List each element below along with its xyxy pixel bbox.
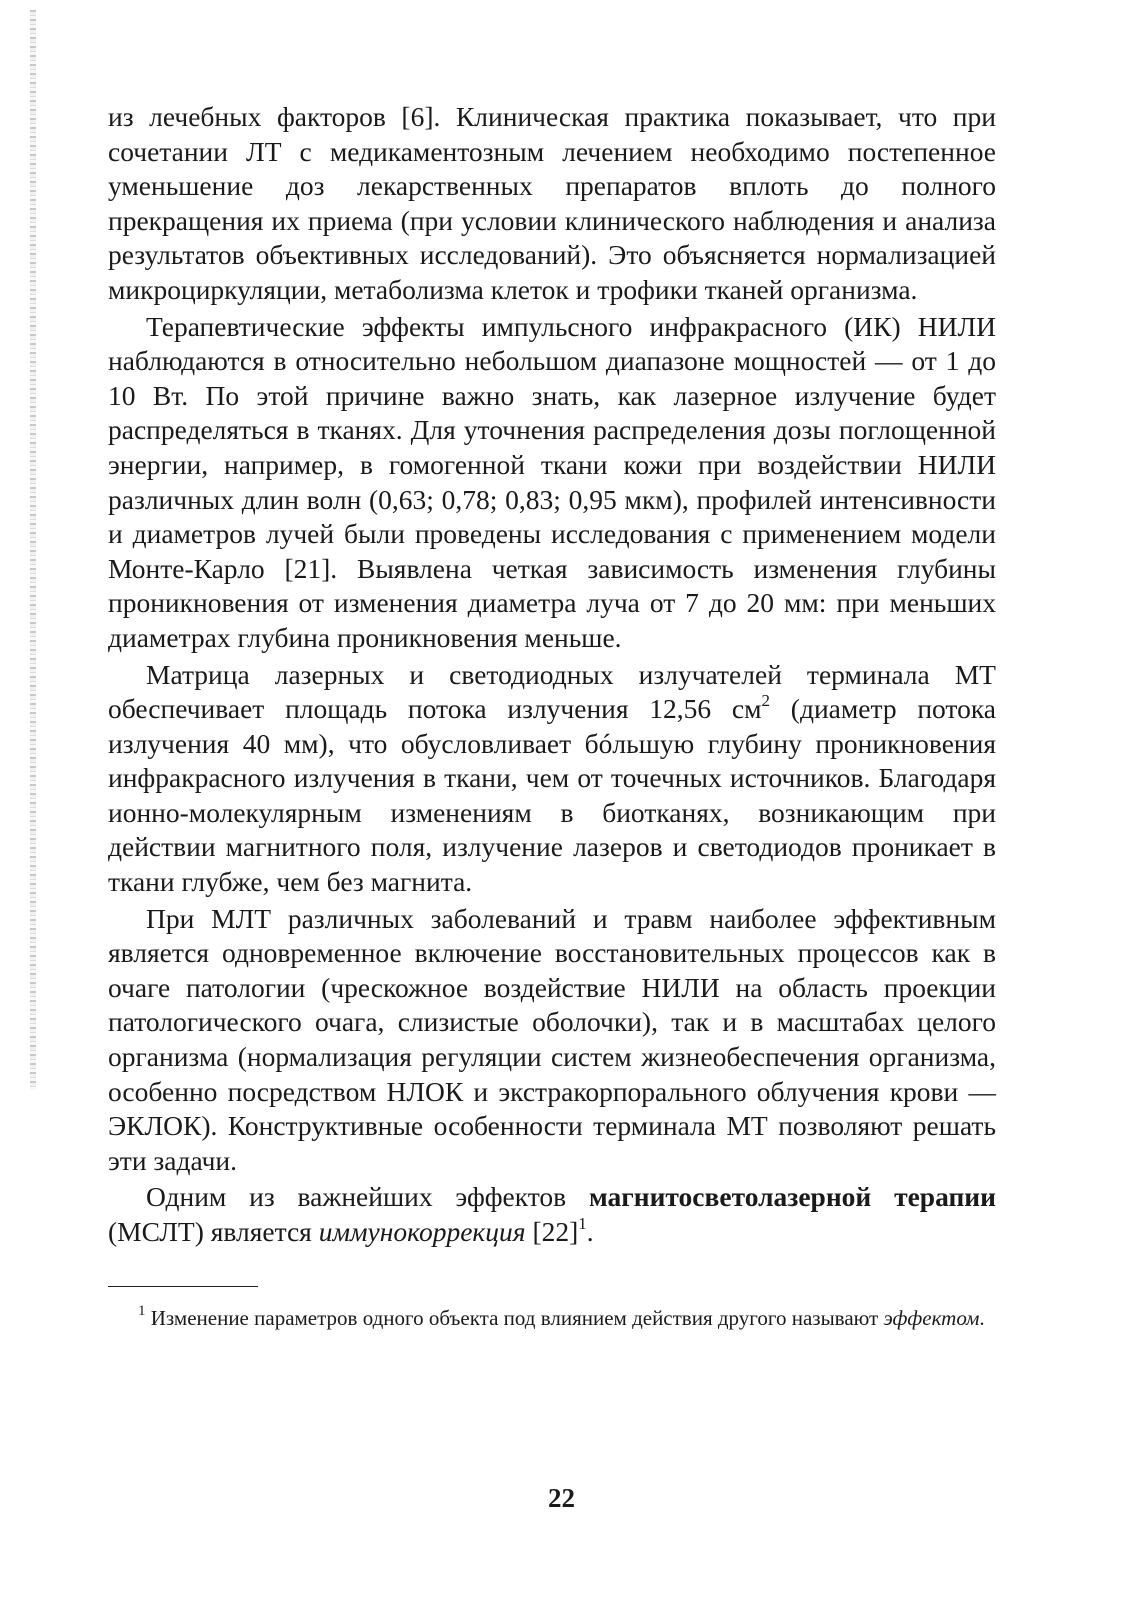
paragraph-5-text-mid: (МСЛТ) является <box>108 1216 319 1247</box>
footnote-italic-term: эффектом <box>883 1305 980 1330</box>
footnote-number: 1 <box>138 1302 146 1319</box>
superscript-squared: 2 <box>761 690 771 710</box>
footnote <box>108 1303 996 1334</box>
paragraph-5-text-end: . <box>586 1216 594 1247</box>
paragraph-3-text-end: (диаметр потока излучения 40 мм), что обусловливает бóльшую глубину проникновения инфракрасного излучения в ткани, чем от точечных источников. Благодаря ионно-молекулярным изменениям в биотканях, возникающим при действии магнитного поля, излучение лазеров и светодиодов проникает в ткани глубже, чем без магнита. <box>108 693 996 898</box>
paragraph-3 <box>108 658 996 900</box>
paragraph-4: При МЛТ различных заболеваний и травм наиболее эффективным является одновременное включение восстановительных процессов как в очаге патологии (чрескожное воздействие НИЛИ на область проекции патологического очага, слизистые оболочки), так и в масштабах целого организма (нормализация регуляции систем жизнеобеспечения организма, особенно посредством НЛОК и экстракорпорального облучения крови — ЭКЛОК). Конструктивные особенности терминала МТ позволяют решать эти задачи. <box>108 902 996 1176</box>
paragraph-2: Терапевтические эффекты импульсного инфракрасного (ИК) НИЛИ наблюдаются в относительно небольшом диапазоне мощностей — от 1 до 10 Вт. По этой причине важно знать, как лазерное излучение будет распределяться в тканях. Для уточнения распределения дозы поглощенной энергии, например, в гомогенной ткани кожи при воздействии НИЛИ различных длин волн (0,63; 0,78; 0,83; 0,95 мкм), профилей интенсивности и диаметров лучей были проведены исследования с применением модели Монте-Карло [21]. Выявлена четкая зависимость изменения глубины проникновения от изменения диаметра луча от 7 до 20 мм: при меньших диаметрах глубина проникновения меньше. <box>108 310 996 653</box>
page-body <box>108 100 996 1334</box>
footnote-marker: 1 <box>578 1213 587 1233</box>
footnote-separator <box>108 1286 258 1287</box>
reference-22: [22] <box>525 1216 579 1247</box>
paragraph-5-text-start: Одним из важнейших эффектов <box>146 1181 589 1213</box>
bold-term-mslt: магнитосветолазерной терапии <box>588 1181 996 1213</box>
paragraph-3-text-start: Матрица лазерных и светодиодных излучателей терминала МТ обеспечивает площадь потока излучения 12,56 см <box>108 658 996 725</box>
footnote-text: Изменение параметров одного объекта под влиянием действия другого называют <box>145 1305 884 1330</box>
scan-binding-edge <box>30 10 36 1090</box>
footnote-text-end: . <box>979 1305 985 1330</box>
page-number: 22 <box>548 1483 575 1513</box>
paragraph-1: из лечебных факторов [6]. Клиническая практика показывает, что при сочетании ЛТ с медикаментозным лечением необходимо постепенное уменьшение доз лекарственных препаратов вплоть до полного прекращения их приема (при условии клинического наблюдения и анализа результатов объективных исследований). Это объясняется нормализацией микроциркуляции, метаболизма клеток и трофики тканей организма. <box>108 101 996 305</box>
italic-term-immunocorrection: иммунокоррекция <box>318 1216 526 1247</box>
paragraph-5 <box>108 1180 996 1249</box>
